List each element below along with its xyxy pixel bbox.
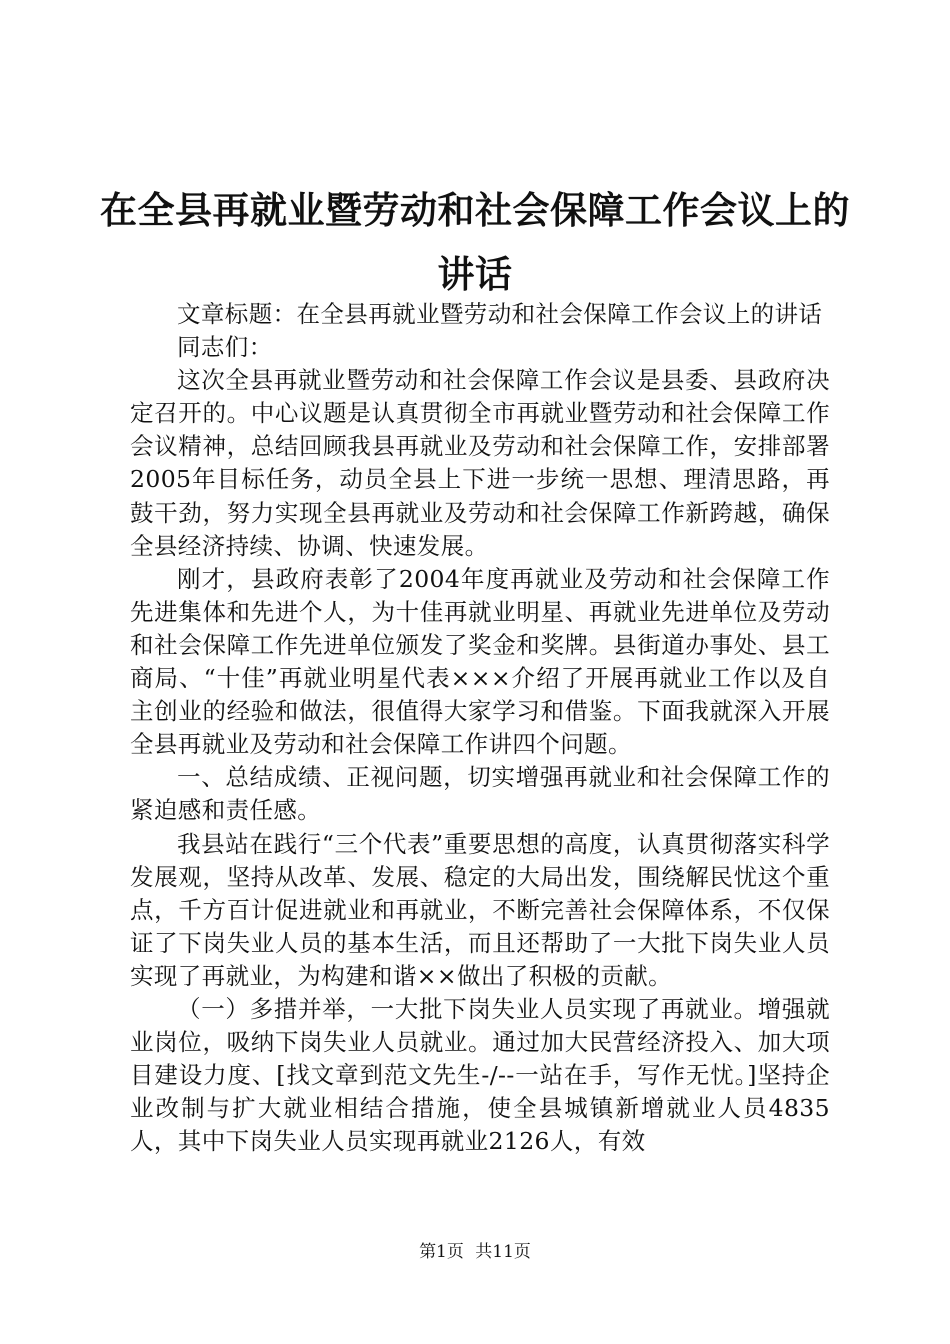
paragraph: 我县站在践行“三个代表”重要思想的高度，认真贯彻落实科学发展观，坚持从改革、发展、稳定的大局出发，围绕解民忧这个重点，千方百计促进就业和再就业，不断完善社会保障体系，不仅保证了下岗失业人员的基本生活，而且还帮助了一大批下岗失业人员实现了再就业，为构建和谐××做出了积极的贡献。 [130, 829, 830, 990]
paragraph: （一）多措并举，一大批下岗失业人员实现了再就业。增强就业岗位，吸纳下岗失业人员就业。通过加大民营经济投入、加大项目建设力度、[找文章到范文先生-/--一站在手，写作无忧。]坚持企业改制与扩大就业相结合措施，使全县城镇新增就业人员4835人，其中下岗失业人员实现再就业2126人，有效 [130, 994, 830, 1156]
paragraph: 这次全县再就业暨劳动和社会保障工作会议是县委、县政府决定召开的。中心议题是认真贯彻全市再就业暨劳动和社会保障工作会议精神，总结回顾我县再就业及劳动和社会保障工作，安排部署2005年目标任务，动员全县上下进一步统一思想、理清思路，再鼓干劲，努力实现全县再就业及劳动和社会保障工作新跨越，确保全县经济持续、协调、快速发展。 [130, 366, 830, 560]
document-title: 在全县再就业暨劳动和社会保障工作会议上的讲话 [100, 188, 850, 296]
paragraph: 刚才，县政府表彰了2004年度再就业及劳动和社会保障工作先进集体和先进个人，为十佳再就业明星、再就业先进单位及劳动和社会保障工作先进单位颁发了奖金和奖牌。县街道办事处、县工商局、“十佳”再就业明星代表×××介绍了开展再就业工作以及自主创业的经验和做法，很值得大家学习和借鉴。下面我就深入开展全县再就业及劳动和社会保障工作讲四个问题。 [130, 564, 830, 759]
section-heading: 一、总结成绩、正视问题，切实增强再就业和社会保障工作的紧迫感和责任感。 [130, 763, 830, 825]
paragraph-article-title: 文章标题：在全县再就业暨劳动和社会保障工作会议上的讲话 [177, 300, 823, 328]
page-number: 第1页 [419, 1242, 464, 1262]
page-total: 共11页 [475, 1242, 531, 1262]
paragraph-salutation: 同志们： [177, 333, 273, 362]
document-body [130, 298, 830, 1158]
page-footer [0, 1240, 950, 1264]
